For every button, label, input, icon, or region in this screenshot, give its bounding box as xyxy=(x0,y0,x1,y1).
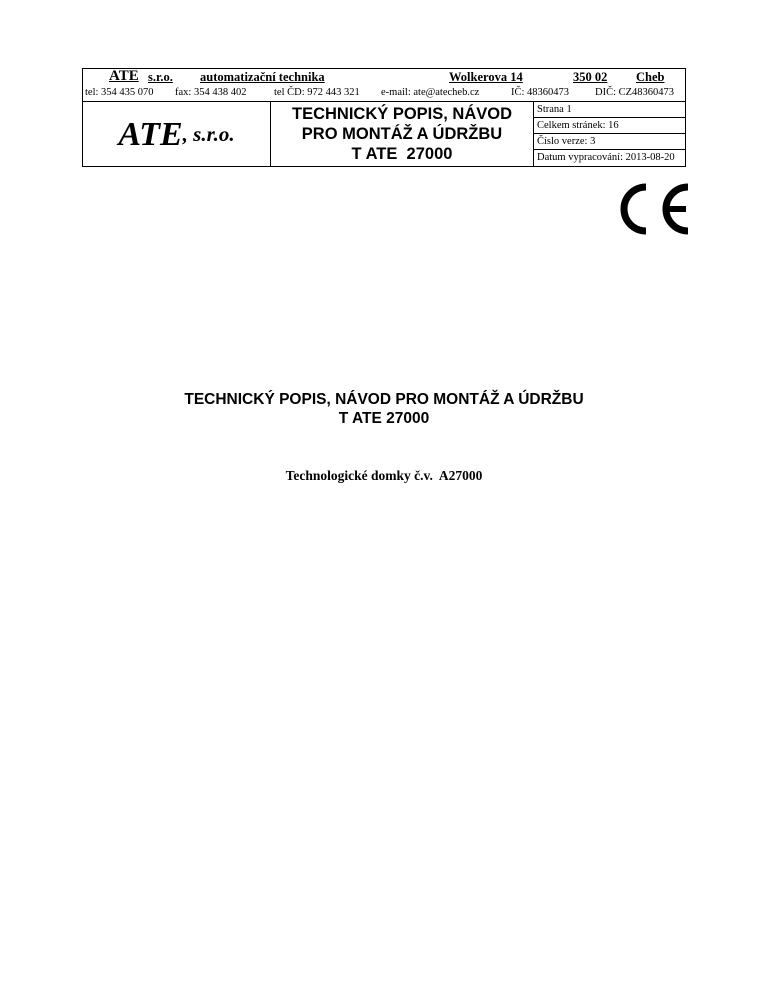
company-row xyxy=(83,69,685,86)
company-logo xyxy=(83,102,270,167)
company-street: Wolkerova 14 xyxy=(449,70,523,84)
main-title xyxy=(0,390,768,428)
contact-row xyxy=(83,87,685,101)
company-dic: DIČ: CZ48360473 xyxy=(595,87,675,98)
header-title-line-2: PRO MONTÁŽ A ÚDRŽBU xyxy=(301,125,503,143)
ce-mark-icon xyxy=(612,183,692,235)
main-title-line-2: T ATE 27000 xyxy=(338,410,430,427)
document-info-table xyxy=(534,102,686,167)
total-pages: Celkem stránek: 16 xyxy=(534,118,686,134)
header-document-title xyxy=(271,104,533,166)
document-subtitle: Technologické domky č.v. A27000 xyxy=(285,468,483,483)
phone-number: tel: 354 435 070 xyxy=(85,87,154,98)
company-zip: 350 02 xyxy=(573,70,608,84)
document-header xyxy=(82,68,686,167)
logo-text-big: ATE xyxy=(118,115,183,153)
preparation-date: Datum vypracování: 2013-08-20 xyxy=(537,152,675,163)
fax-number: fax: 354 438 402 xyxy=(175,87,247,98)
page-number: Strana 1 xyxy=(534,102,686,118)
header-title-line-3: T ATE 27000 xyxy=(351,145,453,163)
email-address: e-mail: ate@atecheb.cz xyxy=(381,87,480,98)
company-short-name: ATE xyxy=(109,68,139,84)
logo-text-small: , s.r.o. xyxy=(182,122,235,146)
company-suffix: s.r.o. xyxy=(148,70,173,84)
company-ic: IČ: 48360473 xyxy=(511,87,570,98)
company-description: automatizační technika xyxy=(200,70,325,84)
phone-cd-number: tel ČD: 972 443 321 xyxy=(274,87,360,98)
version-number: Číslo verze: 3 xyxy=(534,134,686,150)
header-title-line-1: TECHNICKÝ POPIS, NÁVOD xyxy=(291,105,513,123)
main-title-line-1: TECHNICKÝ POPIS, NÁVOD PRO MONTÁŽ A ÚDRŽBU xyxy=(184,391,584,408)
company-city: Cheb xyxy=(636,70,665,84)
